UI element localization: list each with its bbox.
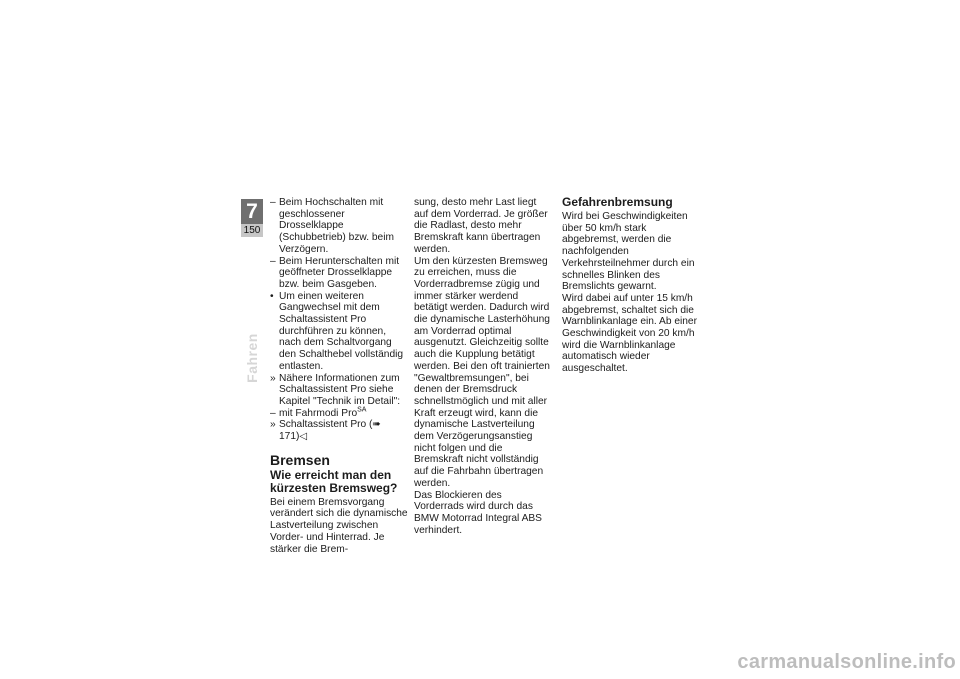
section-heading: Bremsen xyxy=(270,451,330,468)
paragraph: Bei einem Bremsvorgang verändert sich die dynamische Lastverteilung zwischen Vorder- und Hinterrad. Je stärker die Brem- xyxy=(270,496,408,555)
paragraph: Wird bei Geschwindigkeiten über 50 km/h stark abgebremst, werden die nachfolgenden Verkehrsteilnehmer durch ein schnelles Blinken des Bremslichts gewarnt. xyxy=(562,211,695,293)
paragraph: Wird dabei auf unter 15 km/h abgebremst, schaltet sich die Warnblinkanlage ein. Ab einer Geschwindigkeit von 20 km/h wird die Warnblinkanlage automatisch wieder ausgeschaltet. xyxy=(562,292,697,375)
dash-marker: – xyxy=(270,407,276,419)
list-item xyxy=(270,197,408,256)
subsection-heading: Gefahrenbremsung xyxy=(562,195,673,209)
paragraph: sung, desto mehr Last liegt auf dem Vorderrad. Je größer die Radlast, desto mehr Bremskraft kann übertragen werden. xyxy=(414,197,548,255)
column-2 xyxy=(414,197,552,536)
dash-marker: – xyxy=(270,197,276,208)
list-item-text: Nähere Informationen zum Schaltassistent Pro siehe Kapitel "Technik im Detail": xyxy=(279,372,401,407)
list-item-text: Um einen weiteren Gangwechsel mit dem Schaltassistent Pro durchführen zu können, nach dem Schaltvorgang den Schalthebel vollständig entlasten. xyxy=(279,290,404,372)
list-item xyxy=(270,256,408,291)
paragraph: Das Blockieren des Vorderrads wird durch das BMW Motorrad Integral ABS verhindert. xyxy=(414,489,542,536)
page-number: 150 xyxy=(243,225,261,236)
list-item-text: Beim Herunterschalten mit geöffneter Drosselklappe bzw. beim Gasgeben. xyxy=(279,255,400,290)
column-3 xyxy=(562,197,702,375)
list-item xyxy=(270,291,408,373)
chapter-side-label-text: Fahren xyxy=(244,333,260,383)
column-1 xyxy=(270,197,408,555)
chapter-side-label xyxy=(244,318,260,398)
list-item-text: Beim Hochschalten mit geschlossener Drosselklappe (Schubbetrieb) bzw. beim Verzögern. xyxy=(279,197,394,255)
bullet-marker: • xyxy=(270,290,274,302)
list-item-text: mit Fahrmodi Pro xyxy=(279,407,358,419)
list-item xyxy=(270,419,408,442)
arrow-marker: » xyxy=(270,372,276,384)
list-item xyxy=(270,408,408,420)
watermark: carmanualsonline.info xyxy=(737,651,956,673)
chapter-tab xyxy=(241,199,263,237)
paragraph: Um den kürzesten Bremsweg zu erreichen, muss die Vorderradbremse zügig und immer stärker werdend betätigt werden. Dadurch wird die dynamische Lasterhöhung am Vorderrad optimal ausgenutzt. Gleichzeitig sollte auch die Kupplung betätigt werden. Bei den oft trainierten "Gewaltbremsungen", bei denen der Bremsdruck schnellstmöglich und mit aller Kraft erzeugt wird, kann die dynamische Lastverteilung dem Verzögerungsanstieg nicht folgen und die Bremskraft nicht vollständig auf die Fahrbahn übertragen werden. xyxy=(414,255,550,489)
dash-marker: – xyxy=(270,255,276,267)
special-equipment-marker: SA xyxy=(357,406,367,414)
list-item xyxy=(270,373,408,408)
cross-reference-link[interactable]: Schaltassistent Pro (➠ 171)◁ xyxy=(279,419,381,443)
arrow-marker: » xyxy=(270,419,276,431)
chapter-number: 7 xyxy=(241,199,263,224)
subsection-heading: Wie erreicht man den kürzesten Bremsweg? xyxy=(270,467,398,495)
